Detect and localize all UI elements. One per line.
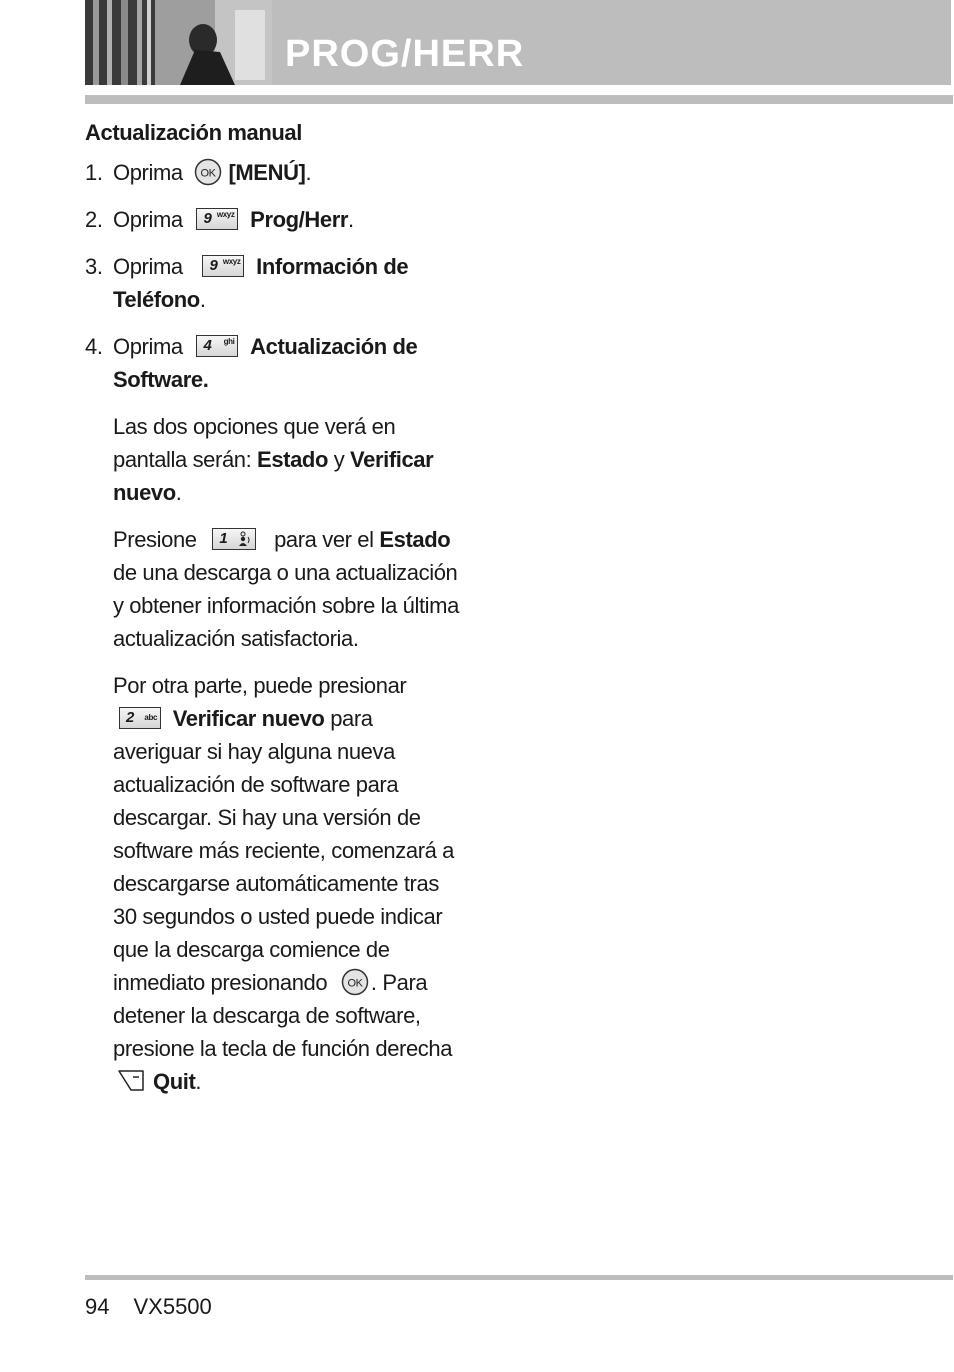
content [85, 116, 465, 1112]
footer-divider [85, 1275, 953, 1280]
key-2-icon: 2 abc [119, 707, 161, 729]
menu-label: [MENÚ] [228, 160, 306, 185]
paragraph-options: Las dos opciones que verá en pantalla serán: Estado y Verificar nuevo. [113, 414, 434, 505]
right-soft-key-icon [117, 1068, 147, 1094]
key-9-icon: 9 wxyz [202, 255, 244, 277]
step-text: Oprima [113, 254, 183, 279]
key-1-voicemail-icon: 1 [212, 528, 256, 550]
step-4 [85, 330, 465, 396]
header-photo [85, 0, 272, 85]
step-text: Oprima [113, 334, 183, 359]
step-text: Oprima [113, 207, 183, 232]
step-2: 2. Oprima 9 wxyz Prog/Herr. [85, 203, 465, 236]
model-name: VX5500 [133, 1294, 212, 1319]
page-number: 94 [85, 1294, 110, 1319]
key-9-icon: 9 wxyz [196, 208, 238, 230]
step-number: 4. [85, 334, 103, 359]
footer [85, 1294, 212, 1320]
step-number: 2. [85, 207, 103, 232]
key-4-icon: 4 ghi [196, 335, 238, 357]
paragraph-check-new: Por otra parte, puede presionar 2 abc Verificar nuevo para averiguar si hay alguna nueva actualización de software para descargar. Si hay una versión de software más reciente, comenzará a descargarse automáticamente tras 30 segundos o usted puede indicar que la descarga comience de inmediato presionando OK . Para detener la descarga de software, presione la tecla de función derecha Quit. [113, 673, 454, 1094]
svg-text:OK: OK [347, 977, 363, 990]
step-3: 3. Oprima 9 wxyz Información de Teléfono. [85, 250, 465, 316]
step-number: 3. [85, 254, 103, 279]
step-bold: Prog/Herr [250, 207, 349, 232]
ok-key-icon [194, 158, 222, 186]
section-title: Actualización manual [85, 120, 302, 145]
svg-text:OK: OK [200, 167, 216, 180]
step-bold: Información de Teléfono [113, 254, 409, 312]
page-title: PROG/HERR [285, 33, 525, 75]
step-number: 1. [85, 160, 103, 185]
step-text: Oprima [113, 160, 183, 185]
step-1: 1. Oprima OK [MENÚ]. [85, 156, 465, 189]
header-divider [85, 95, 953, 104]
step-bold: Actualización de Software. [113, 334, 418, 392]
ok-key-icon [341, 968, 369, 996]
paragraph-status: Presione 1 para ver el Estado de una descarga o una actualización y obtener información sobre la última actualización satisfactoria. [113, 527, 459, 651]
